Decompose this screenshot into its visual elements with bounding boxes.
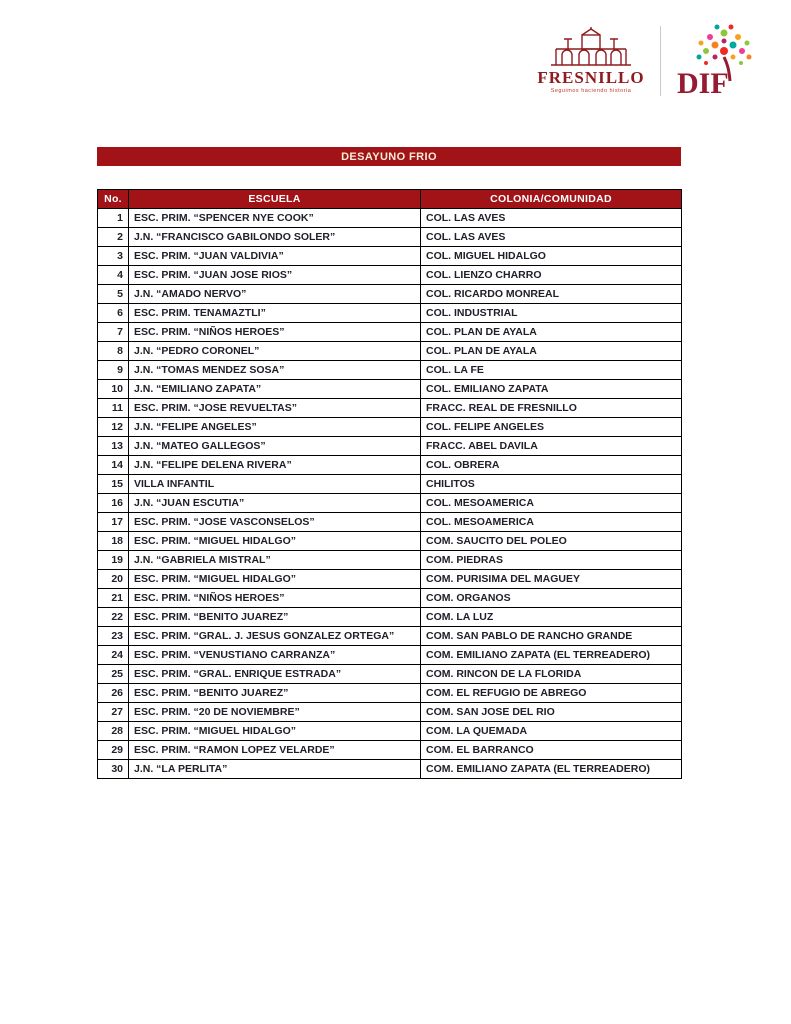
- cell-school-name: ESC. PRIM. “20 DE NOVIEMBRE”: [129, 703, 421, 722]
- cell-colony-name: COL. MESOAMERICA: [421, 494, 682, 513]
- cell-colony-name: COL. PLAN DE AYALA: [421, 342, 682, 361]
- table-row: [98, 608, 682, 627]
- table-header-row: [98, 190, 682, 209]
- cell-colony-name: COL. INDUSTRIAL: [421, 304, 682, 323]
- table-row: [98, 475, 682, 494]
- fresnillo-tagline: Seguimos haciendo historia: [550, 88, 632, 94]
- cell-school-name: J.N. “JUAN ESCUTIA”: [129, 494, 421, 513]
- cell-school-name: ESC. PRIM. “BENITO JUAREZ”: [129, 684, 421, 703]
- header-colonia: COLONIA/COMUNIDAD: [421, 190, 682, 209]
- table-row: [98, 722, 682, 741]
- cell-colony-name: FRACC. REAL DE FRESNILLO: [421, 399, 682, 418]
- cell-school-name: ESC. PRIM. “RAMON LOPEZ VELARDE”: [129, 741, 421, 760]
- cell-row-number: 24: [98, 646, 129, 665]
- table-row: [98, 589, 682, 608]
- table-row: [98, 209, 682, 228]
- table-row: [98, 532, 682, 551]
- cell-colony-name: COL. EMILIANO ZAPATA: [421, 380, 682, 399]
- cell-colony-name: COL. RICARDO MONREAL: [421, 285, 682, 304]
- cell-colony-name: COM. EMILIANO ZAPATA (EL TERREADERO): [421, 760, 682, 779]
- cell-school-name: ESC. PRIM. “JUAN JOSE RIOS”: [129, 266, 421, 285]
- cell-row-number: 19: [98, 551, 129, 570]
- cell-school-name: ESC. PRIM. “NIÑOS HEROES”: [129, 323, 421, 342]
- table-row: [98, 570, 682, 589]
- cell-row-number: 23: [98, 627, 129, 646]
- cell-colony-name: COM. EL REFUGIO DE ABREGO: [421, 684, 682, 703]
- header-no: No.: [98, 190, 129, 209]
- cell-row-number: 16: [98, 494, 129, 513]
- cell-school-name: ESC. PRIM. “JUAN VALDIVIA”: [129, 247, 421, 266]
- table-row: [98, 684, 682, 703]
- cell-colony-name: COM. ORGANOS: [421, 589, 682, 608]
- logo-divider: [660, 26, 661, 96]
- cell-row-number: 22: [98, 608, 129, 627]
- cell-school-name: ESC. PRIM. TENAMAZTLI”: [129, 304, 421, 323]
- fresnillo-wordmark: FRESNILLO: [537, 68, 645, 87]
- table-row: [98, 323, 682, 342]
- cell-school-name: J.N. “FRANCISCO GABILONDO SOLER”: [129, 228, 421, 247]
- cell-school-name: J.N. “PEDRO CORONEL”: [129, 342, 421, 361]
- cell-colony-name: COM. LA LUZ: [421, 608, 682, 627]
- table-row: [98, 247, 682, 266]
- table-row: [98, 551, 682, 570]
- cell-row-number: 30: [98, 760, 129, 779]
- cell-row-number: 4: [98, 266, 129, 285]
- cell-colony-name: COL. OBRERA: [421, 456, 682, 475]
- cell-school-name: VILLA INFANTIL: [129, 475, 421, 494]
- cell-row-number: 3: [98, 247, 129, 266]
- table-row: [98, 741, 682, 760]
- cell-school-name: J.N. “AMADO NERVO”: [129, 285, 421, 304]
- cell-school-name: J.N. “TOMAS MENDEZ SOSA”: [129, 361, 421, 380]
- cell-row-number: 7: [98, 323, 129, 342]
- cell-row-number: 17: [98, 513, 129, 532]
- cell-colony-name: COM. SAN PABLO DE RANCHO GRANDE: [421, 627, 682, 646]
- cell-colony-name: CHILITOS: [421, 475, 682, 494]
- cell-row-number: 1: [98, 209, 129, 228]
- cell-school-name: ESC. PRIM. “BENITO JUAREZ”: [129, 608, 421, 627]
- cell-school-name: ESC. PRIM. “GRAL. J. JESUS GONZALEZ ORTEGA”: [129, 627, 421, 646]
- cell-school-name: ESC. PRIM. “MIGUEL HIDALGO”: [129, 570, 421, 589]
- cell-row-number: 11: [98, 399, 129, 418]
- table-row: [98, 760, 682, 779]
- cell-school-name: ESC. PRIM. “MIGUEL HIDALGO”: [129, 532, 421, 551]
- cell-colony-name: COM. PURISIMA DEL MAGUEY: [421, 570, 682, 589]
- table-body: [98, 209, 682, 779]
- fresnillo-logo: [536, 27, 646, 94]
- cell-school-name: ESC. PRIM. “JOSE REVUELTAS”: [129, 399, 421, 418]
- cell-row-number: 21: [98, 589, 129, 608]
- dif-logo: [675, 19, 761, 103]
- table-header: [98, 190, 682, 209]
- cell-colony-name: COM. LA QUEMADA: [421, 722, 682, 741]
- cell-school-name: J.N. “MATEO GALLEGOS”: [129, 437, 421, 456]
- cell-row-number: 27: [98, 703, 129, 722]
- cell-school-name: J.N. “EMILIANO ZAPATA”: [129, 380, 421, 399]
- cell-row-number: 14: [98, 456, 129, 475]
- cell-school-name: ESC. PRIM. “SPENCER NYE COOK”: [129, 209, 421, 228]
- section-title-bar: [97, 147, 681, 166]
- cell-colony-name: FRACC. ABEL DAVILA: [421, 437, 682, 456]
- cell-school-name: ESC. PRIM. “NIÑOS HEROES”: [129, 589, 421, 608]
- table-container: [97, 189, 681, 779]
- table-row: [98, 627, 682, 646]
- table-row: [98, 228, 682, 247]
- table-row: [98, 380, 682, 399]
- table-row: [98, 456, 682, 475]
- cell-colony-name: COM. PIEDRAS: [421, 551, 682, 570]
- table-row: [98, 418, 682, 437]
- cell-colony-name: COM. SAN JOSE DEL RIO: [421, 703, 682, 722]
- table-row: [98, 513, 682, 532]
- table-row: [98, 494, 682, 513]
- cell-school-name: J.N. “FELIPE DELENA RIVERA”: [129, 456, 421, 475]
- cell-colony-name: COL. LAS AVES: [421, 228, 682, 247]
- cell-row-number: 5: [98, 285, 129, 304]
- cell-school-name: ESC. PRIM. “JOSE VASCONSELOS”: [129, 513, 421, 532]
- cell-row-number: 12: [98, 418, 129, 437]
- table-row: [98, 304, 682, 323]
- desayuno-frio-table: [97, 189, 682, 779]
- section-title: DESAYUNO FRIO: [341, 150, 437, 163]
- cell-row-number: 8: [98, 342, 129, 361]
- cell-colony-name: COL. LIENZO CHARRO: [421, 266, 682, 285]
- cell-row-number: 25: [98, 665, 129, 684]
- table-row: [98, 266, 682, 285]
- header-escuela: ESCUELA: [129, 190, 421, 209]
- table-row: [98, 665, 682, 684]
- cell-row-number: 6: [98, 304, 129, 323]
- cell-row-number: 29: [98, 741, 129, 760]
- table-row: [98, 399, 682, 418]
- cell-school-name: J.N. “FELIPE ANGELES”: [129, 418, 421, 437]
- cell-colony-name: COL. MESOAMERICA: [421, 513, 682, 532]
- table-row: [98, 361, 682, 380]
- cell-row-number: 10: [98, 380, 129, 399]
- table-row: [98, 342, 682, 361]
- cell-school-name: ESC. PRIM. “MIGUEL HIDALGO”: [129, 722, 421, 741]
- fresnillo-building-icon: [548, 27, 634, 67]
- cell-colony-name: COL. PLAN DE AYALA: [421, 323, 682, 342]
- cell-row-number: 2: [98, 228, 129, 247]
- cell-row-number: 18: [98, 532, 129, 551]
- header-logos: [536, 18, 761, 103]
- cell-colony-name: COM. EL BARRANCO: [421, 741, 682, 760]
- cell-row-number: 13: [98, 437, 129, 456]
- cell-row-number: 28: [98, 722, 129, 741]
- table-row: [98, 285, 682, 304]
- dif-wordmark: DIF: [677, 66, 729, 100]
- cell-row-number: 9: [98, 361, 129, 380]
- table-row: [98, 437, 682, 456]
- cell-colony-name: COL. MIGUEL HIDALGO: [421, 247, 682, 266]
- cell-colony-name: COM. SAUCITO DEL POLEO: [421, 532, 682, 551]
- cell-colony-name: COM. EMILIANO ZAPATA (EL TERREADERO): [421, 646, 682, 665]
- table-row: [98, 646, 682, 665]
- cell-row-number: 20: [98, 570, 129, 589]
- cell-colony-name: COL. LAS AVES: [421, 209, 682, 228]
- cell-row-number: 15: [98, 475, 129, 494]
- cell-school-name: J.N. “LA PERLITA”: [129, 760, 421, 779]
- cell-school-name: ESC. PRIM. “GRAL. ENRIQUE ESTRADA”: [129, 665, 421, 684]
- cell-school-name: ESC. PRIM. “VENUSTIANO CARRANZA”: [129, 646, 421, 665]
- cell-colony-name: COL. FELIPE ANGELES: [421, 418, 682, 437]
- cell-row-number: 26: [98, 684, 129, 703]
- cell-colony-name: COM. RINCON DE LA FLORIDA: [421, 665, 682, 684]
- cell-colony-name: COL. LA FE: [421, 361, 682, 380]
- cell-school-name: J.N. “GABRIELA MISTRAL”: [129, 551, 421, 570]
- table-row: [98, 703, 682, 722]
